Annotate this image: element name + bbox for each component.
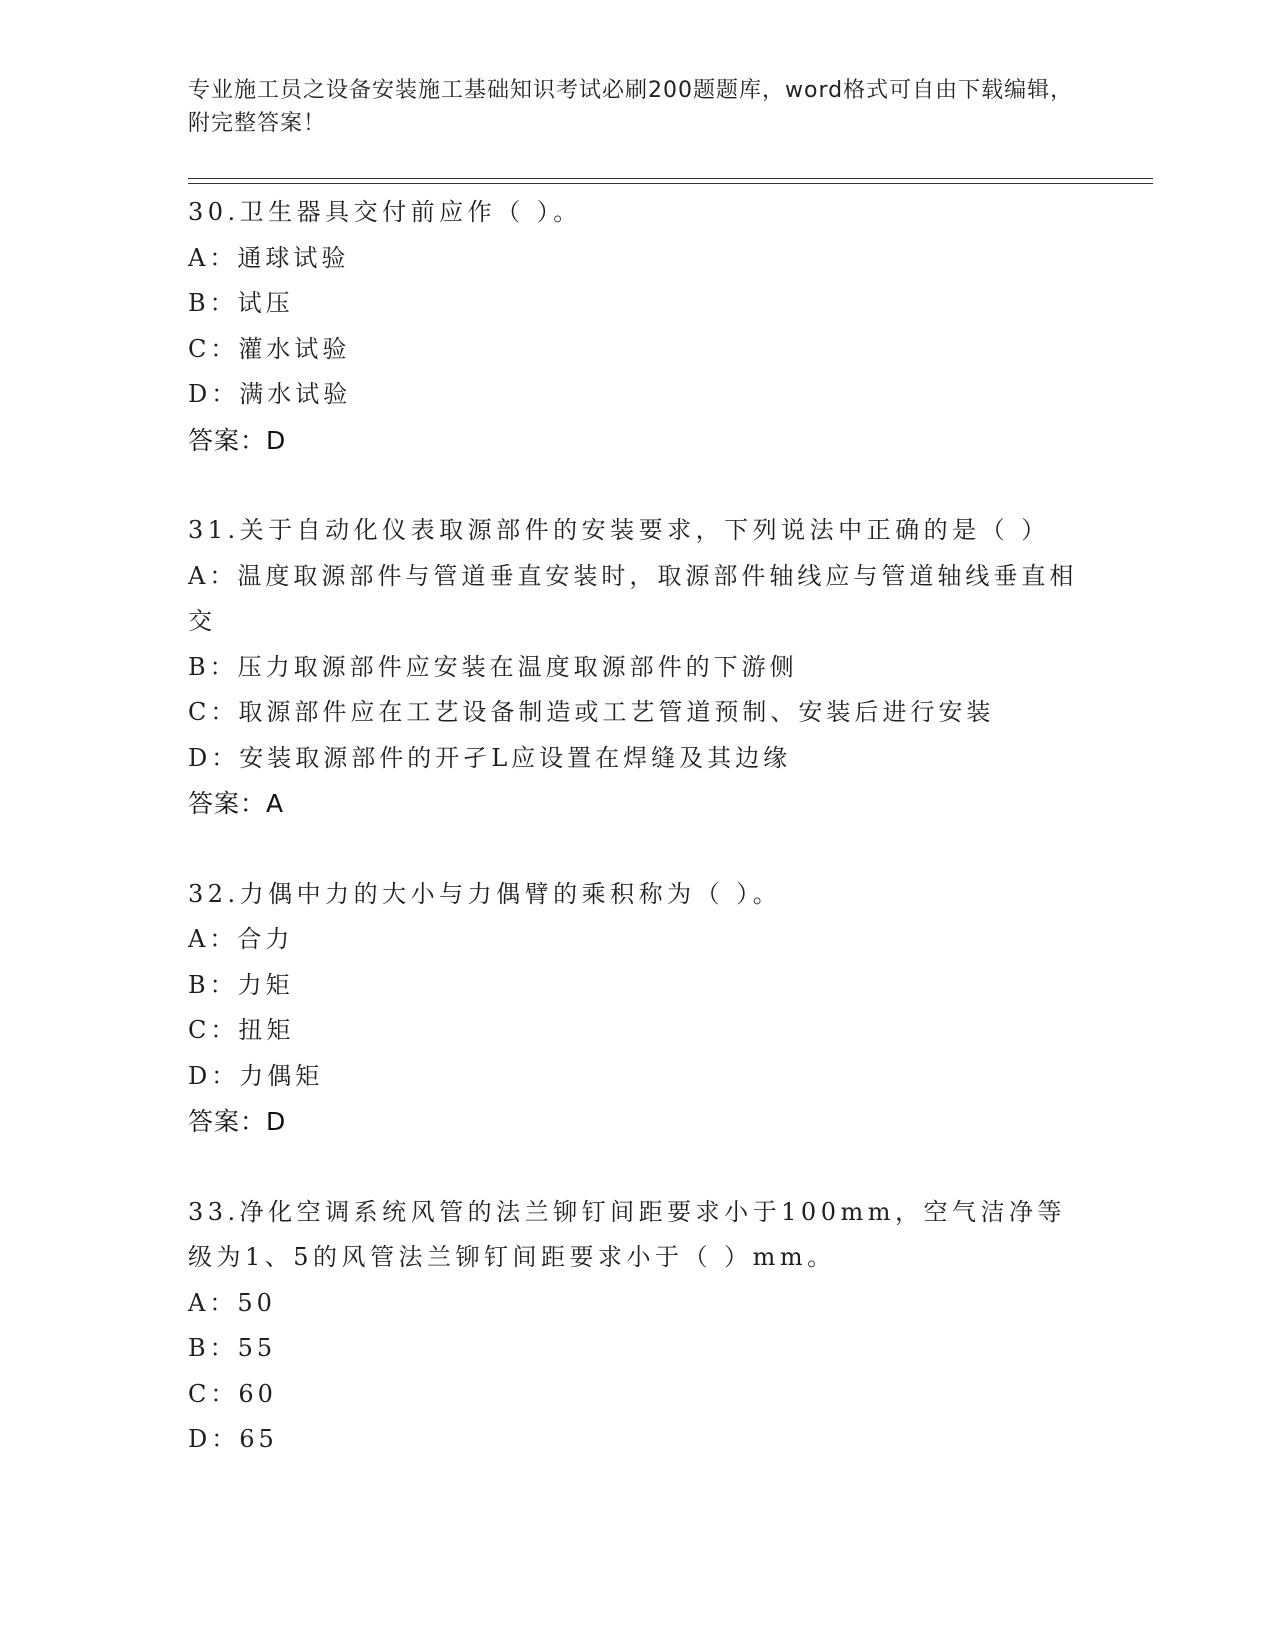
option-c: C：取源部件应在工艺设备制造或工艺管道预制、安装后进行安装 (188, 698, 995, 726)
document-header (188, 74, 1088, 140)
question-stem: 32.力偶中力的大小与力偶臂的乘积称为（ ）。 (188, 879, 782, 908)
option-b: B：试压 (188, 289, 294, 317)
header-divider-bottom (188, 183, 1153, 184)
option-b: B：力矩 (188, 970, 294, 999)
option-d: D：65 (188, 1425, 278, 1453)
answer: 答案：A (188, 789, 285, 818)
answer: 答案：D (188, 1107, 287, 1136)
document-title: 专业施工员之设备安装施工基础知识考试必刷200题题库，word格式可自由下载编辑，附完整答案！ (188, 78, 1074, 136)
option-a: A：合力 (188, 925, 294, 953)
option-a: A：通球试验 (188, 243, 350, 272)
option-d: D：安装取源部件的开孑L应设置在焊缝及其边缘 (188, 743, 792, 772)
question-32 (188, 872, 1088, 1145)
option-a: A：温度取源部件与管道垂直安装时，取源部件轴线应与管道轴线垂直相交 (188, 561, 1078, 635)
question-30 (188, 190, 1088, 463)
header-divider-top (188, 178, 1153, 179)
option-c: C：60 (188, 1379, 277, 1408)
question-33 (188, 1190, 1088, 1463)
question-31 (188, 508, 1088, 827)
question-stem: 33.净化空调系统风管的法兰铆钉间距要求小于100mm，空气洁净等级为1、5的风管法兰铆钉间距要求小于（ ）mm。 (188, 1197, 1066, 1271)
option-a: A：50 (188, 1288, 276, 1317)
option-c: C：灌水试验 (188, 334, 351, 363)
option-d: D：力偶矩 (188, 1061, 324, 1090)
question-stem: 31.关于自动化仪表取源部件的安装要求，下列说法中正确的是（ ） (188, 516, 1050, 544)
option-c: C：扭矩 (188, 1016, 295, 1044)
option-d: D：满水试验 (188, 380, 352, 408)
answer: 答案：D (188, 425, 287, 455)
question-list (188, 190, 1088, 1508)
option-b: B：55 (188, 1334, 277, 1362)
question-stem: 30.卫生器具交付前应作（ ）。 (188, 198, 582, 226)
option-b: B：压力取源部件应安装在温度取源部件的下游侧 (188, 652, 798, 681)
